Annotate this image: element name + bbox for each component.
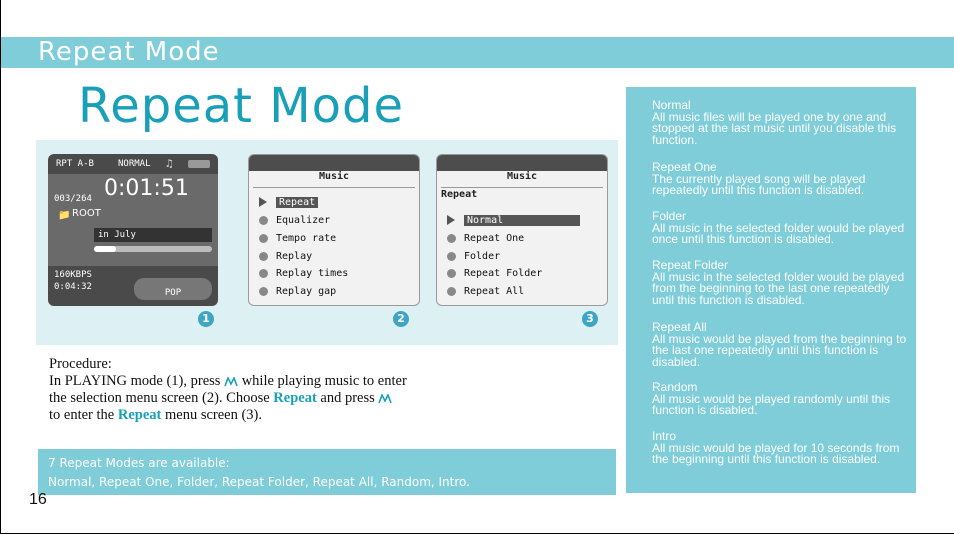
mode-description: All music in the selected folder would be played once until this function is disabled. (652, 220, 905, 246)
bullet-icon (259, 234, 268, 243)
mode-repeat-all (652, 322, 910, 368)
mode-name: Intro (652, 429, 677, 443)
repeat-screen-title: Music (506, 171, 538, 182)
repeat-item-normal[interactable]: Normal (447, 215, 580, 229)
bullet-icon (259, 269, 268, 278)
menu-title: Music (318, 171, 350, 182)
play-mode-indicator: NORMAL (118, 159, 151, 169)
headphone-icon: ♫ (166, 157, 173, 170)
mode-name: Random (652, 380, 698, 394)
step-badge-1: 1 (198, 311, 214, 327)
mode-name: Folder (652, 209, 687, 223)
mode-description: All music in the selected folder would be played from the beginning to the last one repeatedly until this function is disabled. (652, 269, 905, 307)
eq-preset: POP (134, 278, 212, 300)
bullet-icon (447, 269, 456, 278)
page-number: 16 (29, 491, 47, 508)
folder-icon: 📁 (58, 210, 71, 221)
bullet-icon (447, 287, 456, 296)
procedure-text (49, 356, 469, 424)
mode-intro (652, 431, 910, 466)
modes-summary-box (38, 449, 616, 495)
menu-item-equalizer[interactable]: Equalizer (259, 215, 330, 229)
selection-arrow-icon (259, 197, 267, 207)
mode-name: Repeat All (652, 320, 707, 334)
keyword-repeat: Repeat (117, 407, 162, 423)
mode-description: All music files will be played one by one and stopped at the last music until you disable this function. (652, 109, 897, 147)
mode-description: The currently played song will be played repeatedly until this function is disabled. (652, 171, 866, 197)
step-badge-2: 2 (393, 311, 409, 327)
procedure-heading: Procedure: (49, 356, 112, 372)
selection-arrow-icon (447, 215, 455, 225)
playing-main (48, 174, 218, 266)
bitrate: 160KBPS (54, 270, 92, 280)
modes-summary-list: Normal, Repeat One, Folder, Repeat Folder, Repeat All, Random, Intro. (48, 475, 470, 489)
play-time: 0:01:51 (104, 176, 189, 201)
track-counter: 003/264 (54, 194, 92, 204)
menu-item-repeat[interactable]: Repeat (259, 197, 318, 211)
bullet-icon (447, 234, 456, 243)
procedure-line-3: to enter the Repeat menu screen (3). (49, 407, 263, 423)
menu-item-replay-times[interactable]: Replay times (259, 268, 348, 282)
menu-item-replay-gap[interactable]: Replay gap (259, 286, 336, 300)
menu-item-replay[interactable]: Replay (259, 251, 312, 265)
playing-bottom-bar (48, 266, 218, 306)
bullet-icon (259, 287, 268, 296)
mode-description: All music would be played from the beginning to the last one repeatedly until this function is disabled. (652, 331, 907, 369)
bullet-icon (259, 252, 268, 261)
bullet-icon (447, 252, 456, 261)
mode-folder (652, 211, 910, 246)
rpt-ab-indicator: RPT A-B (56, 159, 94, 169)
screens-panel (36, 140, 618, 345)
step-badge-3: 3 (582, 311, 598, 327)
header-title: Repeat Mode (38, 37, 220, 67)
folder-name: ROOT (72, 208, 101, 219)
page-border-left (0, 0, 1, 534)
repeat-item-repeat-folder[interactable]: Repeat Folder (447, 268, 542, 282)
mode-button-icon (378, 394, 392, 404)
repeat-subtitle: Repeat (441, 189, 478, 200)
repeat-item-repeat-one[interactable]: Repeat One (447, 233, 524, 247)
repeat-separator (441, 187, 603, 188)
playing-screen (48, 154, 218, 306)
menu-screen (248, 154, 420, 306)
modes-description-panel (626, 87, 916, 493)
repeat-item-folder[interactable]: Folder (447, 251, 500, 265)
modes-summary-heading: 7 Repeat Modes are available: (48, 456, 230, 470)
mode-repeat-folder (652, 260, 910, 306)
repeat-screen (436, 154, 608, 306)
mode-description: All music would be played randomly until this function is disabled. (652, 391, 891, 417)
page-title: Repeat Mode (78, 78, 404, 134)
playing-top-bar (48, 154, 218, 174)
battery-icon (188, 160, 210, 168)
menu-top-bar (249, 155, 419, 171)
menu-item-tempo-rate[interactable]: Tempo rate (259, 233, 336, 247)
mode-name: Repeat Folder (652, 258, 729, 272)
procedure-line-2: the selection menu screen (2). Choose Repeat and press (49, 390, 469, 407)
mode-normal (652, 100, 910, 146)
mode-name: Normal (652, 98, 691, 112)
track-title: in July (94, 228, 212, 242)
mode-repeat-one (652, 162, 910, 197)
mode-button-icon (224, 377, 238, 387)
mode-name: Repeat One (652, 160, 717, 174)
procedure-line-1: In PLAYING mode (1), press while playing music to enter (49, 373, 407, 389)
repeat-item-repeat-all[interactable]: Repeat All (447, 286, 524, 300)
mode-random (652, 382, 910, 417)
mode-description: All music would be played for 10 seconds from the beginning until this function is disabled. (652, 440, 900, 466)
progress-fill (94, 246, 116, 252)
repeat-top-bar (437, 155, 607, 171)
bullet-icon (259, 216, 268, 225)
keyword-repeat: Repeat (273, 390, 317, 406)
menu-separator (253, 187, 415, 188)
elapsed-time: 0:04:32 (54, 282, 92, 292)
